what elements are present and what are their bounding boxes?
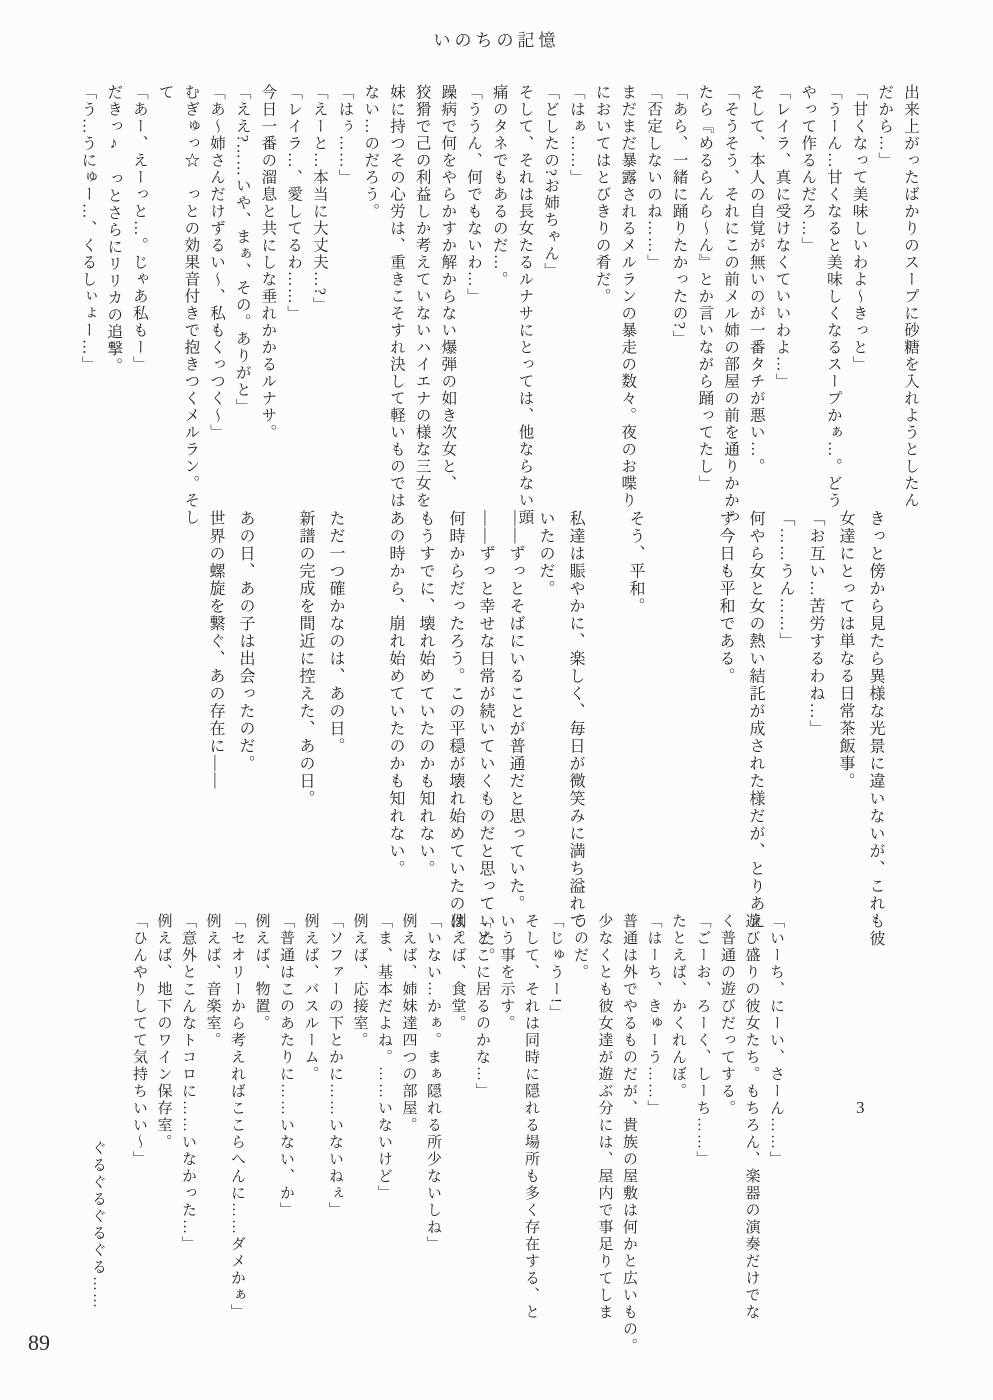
text-line: 「う…うにゅー…、くるしぃょー…」 <box>79 84 97 373</box>
text-line: 例えば、食堂。 <box>449 913 466 1032</box>
text-line: もうすでに、壊れ始めていたのかも知れない。 <box>417 510 434 878</box>
text-block-top <box>73 84 923 526</box>
text-line: 「ま、基本だよね。……いないけど」 <box>376 913 392 1202</box>
text-line: 遊び盛りの彼女たち。もちろん、楽器の演奏だけでな <box>743 913 760 1321</box>
text-line: まだまだ暴露されるメルランの暴走の数々。夜のお喋り <box>619 84 637 509</box>
text-line: 新譜の完成を間近に控えた、あの日。 <box>297 510 314 808</box>
text-line: 「ええ?……いや、まぁ、その。ありがと」 <box>233 84 251 416</box>
text-line: 「意外とこんなトコロに……いなかった…」 <box>180 913 196 1253</box>
text-line: 「いない…かぁ。まぁ隠れる所少ないしね」 <box>425 913 441 1253</box>
spiral-sound-text: ぐるぐるぐるぐる…… <box>90 1140 106 1310</box>
text-line: 妹に持つその心労は、重きこそすれ決して軽いものでは <box>387 84 405 509</box>
text-line: ず今日も平和である。 <box>717 510 734 685</box>
text-line: 例えば、応接室。 <box>351 913 368 1049</box>
text-line <box>350 510 380 936</box>
text-line: だから…」 <box>876 84 894 169</box>
text-line: 「お互い…苦労するわね…」 <box>807 510 824 738</box>
text-line: 「セオリーから考えればここらへんに……ダメかぁ」 <box>229 913 245 1321</box>
text-line: て <box>156 84 174 101</box>
text-line: 躁病で何をやらかすか解からない爆弾の如き次女と、 <box>439 84 457 492</box>
text-line: そして、それは長女たるルナサにとっては、他ならない頭 <box>516 84 534 526</box>
text-line: 「あー、えーっと…。じゃあ私もー」 <box>130 84 148 373</box>
text-line: 「ソファーの下とかに……いないねぇ」 <box>327 913 343 1219</box>
text-line: 「じゅうー!」 <box>547 913 564 1022</box>
text-line: 「ひんやりしてて気持ちいい〜」 <box>131 913 147 1168</box>
text-line: 「あ〜姉さんだけずるい〜、私もくっつく〜」 <box>208 84 226 441</box>
text-line: 何時からだったろう。この平穏が壊れ始めていたのは。 <box>447 510 464 948</box>
page-title: いのちの記憶 <box>433 31 560 50</box>
text-line: 出来上がったばかりのスープに砂糖を入れようとしたん <box>902 84 919 509</box>
text-line: 「はーち、きゅーう……」 <box>645 913 662 1117</box>
text-line: 例えば、物置。 <box>253 913 270 1032</box>
text-line: く普通の遊びだってする。 <box>719 913 735 1117</box>
text-line: ただ一つ確かなのは、あの日。 <box>327 510 344 755</box>
text-line: あの時から、崩れ始めていたのかも知れない。 <box>387 510 404 878</box>
text-line <box>260 510 290 936</box>
text-line: 今日一番の溜息と共にしな垂れかかるルナサ。 <box>259 84 277 441</box>
text-line: 「いーち、にーい、さーん……」 <box>768 913 784 1168</box>
text-line: やって作るんだろ…」 <box>799 84 817 254</box>
page-number: 89 <box>28 1330 50 1355</box>
text-line: 女達にとっては単なる日常茶飯事。 <box>837 510 854 790</box>
text-block-bottom <box>126 913 788 1375</box>
text-line: 「どこに居るのかな…」 <box>474 913 490 1100</box>
text-line: 「ううん、何でもないわ…」 <box>465 84 483 305</box>
text-line: ――ずっと幸せな日常が続いていくものだと思っていた。 <box>477 510 494 965</box>
section-number: 3 <box>856 1098 865 1117</box>
text-line <box>680 510 710 936</box>
text-line: 何やら女と女の熱い結託が成された様だが、とりあえ <box>747 510 764 930</box>
text-line: 「普通はこのあたりに……いない、か」 <box>278 913 294 1219</box>
text-line: あの日、あの子は出会ったのだ。 <box>237 510 254 773</box>
text-line <box>590 510 620 936</box>
text-line <box>650 510 680 936</box>
text-line: むぎゅっ☆ っとの効果音付きで抱きつくメルラン。そし <box>182 84 200 526</box>
text-line: 「はぅ……」 <box>336 84 354 186</box>
text-line: 世界の螺旋を繋ぐ、あの存在に―― <box>207 510 224 790</box>
text-line: 「甘くなって美味しいわよ〜きっと」 <box>850 84 868 373</box>
text-line: 「えーと…本当に大丈夫…?」 <box>310 84 328 314</box>
text-line: いたのだ。 <box>537 510 554 598</box>
text-line: 「レイラ…、愛してるわ……」 <box>285 84 303 322</box>
text-line: 「はぁ……」 <box>567 84 585 186</box>
text-line: 例えば、地下のワイン保存室。 <box>155 913 172 1151</box>
text-line: 「否定しないのね……」 <box>644 84 662 271</box>
text-line: そう、平和。 <box>627 510 644 615</box>
text-line: 「あら、一緒に踊りたかったの?」 <box>670 84 688 348</box>
text-line: 「そうそう、それにこの前メル姉の部屋の前を通りかかっ <box>722 84 740 526</box>
text-line: 狡猾で己の利益しか考えていないハイエナの様な三女を <box>413 84 431 509</box>
text-line: ――ずっとそばにいることが普通だと思っていた。 <box>507 510 524 913</box>
text-line: たとえば、かくれんぼ。 <box>670 913 686 1100</box>
text-line: においてはとびきりの肴だ。 <box>593 84 611 305</box>
text-line: いう事を示す。 <box>498 913 515 1032</box>
text-line: たら『めるらんら〜ん』とか言いながら踊ってたし」 <box>696 84 714 492</box>
text-line: 「ごーお、ろーく、しーち……」 <box>694 913 711 1168</box>
text-line: 例えば、バスルーム。 <box>302 913 319 1083</box>
text-line: うのだ。 <box>572 913 588 981</box>
text-line: 普通は外でやるものだが、貴族の屋敷は何かと広いもの。 <box>621 913 637 1355</box>
text-line: 例えば、音楽室。 <box>204 913 221 1049</box>
text-line: ない…のだろう。 <box>362 84 380 220</box>
text-line: 例えば、姉妹達四つの部屋。 <box>400 913 417 1134</box>
text-line: だきっ♪ っとさらにリリカの追撃。 <box>105 84 123 375</box>
text-line: きっと傍から見たら異様な光景に違いないが、これも彼 <box>867 510 884 948</box>
text-line: 「レイラ、真に受けなくていいわよ…」 <box>773 84 791 390</box>
text-line: 少なくとも彼女達が遊ぶ分には、屋内で事足りてしま <box>596 913 613 1321</box>
text-line: 私達は賑やかに、楽しく、毎日が微笑みに満ち溢れて <box>567 510 584 930</box>
text-line: そして、それは同時に隠れる場所も多く存在する、と <box>523 913 539 1321</box>
text-line: 「うーん…甘くなると美味しくなるスープかぁ…。どう <box>824 84 842 509</box>
text-line: 「……うん……」 <box>777 510 794 650</box>
text-line: 痛のタネでもあるのだ…。 <box>490 84 508 288</box>
text-line: 「どしたの?お姉ちゃん」 <box>542 84 560 280</box>
text-line: そして、本人の自覚が無いのが一番タチが悪い…。 <box>747 84 765 475</box>
